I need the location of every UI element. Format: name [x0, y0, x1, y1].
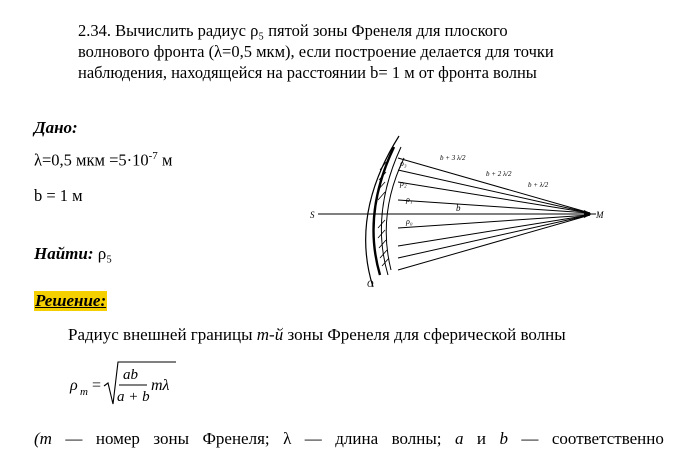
bottom-w14: соответственно	[551, 429, 664, 448]
para-text-1: Радиус внешней границы	[68, 325, 257, 344]
bottom-w4: зоны	[153, 429, 190, 448]
label-b1: b + λ/2	[528, 181, 549, 189]
bottom-w5: Френеля;	[202, 429, 270, 448]
formula-denominator: a + b	[117, 389, 150, 405]
bottom-w1: (m	[34, 429, 52, 448]
given-heading: Дано:	[34, 118, 78, 137]
arrow-to-m	[584, 210, 592, 218]
bottom-w10: a	[454, 429, 464, 448]
bottom-w9: волны;	[391, 429, 442, 448]
bottom-w11: и	[476, 429, 487, 448]
label-s: S	[310, 210, 315, 220]
problem-line-1: 2.34. Вычислить радиус ρ₅ пятой зоны Френеля для плоского	[78, 21, 508, 40]
bottom-w3: номер	[95, 429, 140, 448]
solution-heading: Решение:	[35, 291, 107, 310]
bottom-w7: —	[304, 429, 322, 448]
formula-sub: m	[80, 386, 88, 398]
given-lambda-exp: -7	[148, 150, 158, 162]
label-rho3: ρ₃	[400, 159, 407, 168]
label-rho0: ρ₀	[406, 217, 413, 226]
bottom-w12: b	[499, 429, 508, 448]
label-m: M	[596, 210, 604, 220]
label-b2: b + 2 λ/2	[486, 170, 512, 178]
bottom-line	[34, 429, 664, 449]
para-m: m-й	[256, 325, 284, 344]
bottom-w2: —	[65, 429, 83, 448]
find-value: ρ₅	[97, 244, 113, 263]
bottom-w6: λ	[283, 429, 292, 448]
formula-factor: mλ	[151, 377, 170, 394]
given-lambda-unit: м	[157, 150, 173, 170]
given-b: b = 1 м	[34, 186, 83, 205]
bottom-w13: —	[521, 429, 539, 448]
given-lambda-text: λ=0,5 мкм =5·10	[34, 150, 149, 170]
label-b3: b + 3 λ/2	[440, 154, 466, 162]
label-rho1: ρ₁	[406, 195, 413, 204]
wavefront-inner-arc	[381, 147, 401, 275]
formula-numerator: ab	[123, 367, 138, 383]
label-rho2: ρ₂	[400, 179, 407, 188]
problem-line-3: наблюдения, находящейся на расстоянии b= 1 м от фронта волны	[78, 63, 537, 82]
formula-eq: =	[92, 377, 102, 394]
find-label: Найти:	[34, 244, 94, 263]
label-b: b	[456, 203, 461, 213]
problem-line-2: волнового фронта (λ=0,5 мкм), если построение делается для точки	[78, 42, 554, 61]
label-o: O	[367, 279, 374, 289]
bottom-w8: длина	[335, 429, 379, 448]
para-text-2: зоны Френеля для сферической волны	[283, 325, 566, 344]
formula-rho: ρ	[70, 377, 78, 394]
